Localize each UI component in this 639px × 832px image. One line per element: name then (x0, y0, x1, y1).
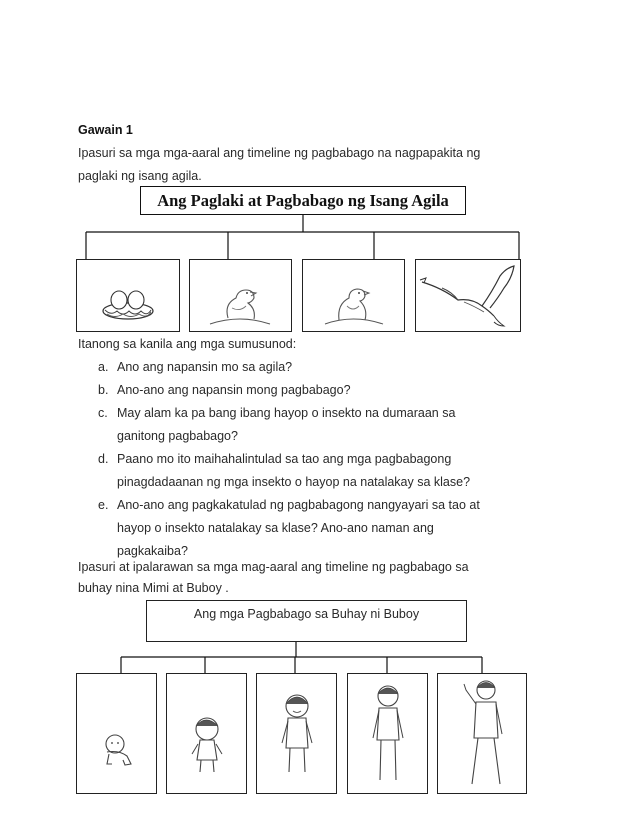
intro-line-2: paglaki ng isang agila. (78, 169, 202, 183)
stage-adult-eagle (415, 259, 521, 332)
question-d-line-1: Paano mo ito maihahalintulad sa tao ang mga pagbabagong (117, 452, 452, 466)
eggs-in-nest-illustration (77, 260, 179, 331)
stage-toddler (166, 673, 247, 794)
stage-youth-waving (437, 673, 527, 794)
eaglet-illustration (190, 260, 291, 331)
older-child-illustration (348, 674, 427, 793)
closing-line-2: buhay nina Mimi at Buboy . (78, 581, 229, 595)
question-a-line-1: Ano ang napansin mo sa agila? (117, 360, 293, 374)
stage-older-child (347, 673, 428, 794)
baby-crawling-illustration (77, 674, 156, 793)
adult-eagle-illustration (416, 260, 520, 331)
question-e-marker: e. (98, 498, 109, 512)
youth-waving-illustration (438, 674, 526, 793)
stage-child (256, 673, 337, 794)
question-d-marker: d. (98, 452, 109, 466)
eagle-timeline-title: Ang Paglaki at Pagbabago ng Isang Agila (140, 186, 466, 215)
question-b-marker: b. (98, 383, 109, 397)
activity-heading: Gawain 1 (78, 123, 133, 137)
child-illustration (257, 674, 336, 793)
young-eagle-illustration (303, 260, 404, 331)
intro-line-1: Ipasuri sa mga mga-aaral ang timeline ng pagbabago na nagpapakita ng (78, 146, 481, 160)
questions-lead: Itanong sa kanila ang mga sumusunod: (78, 337, 297, 351)
stage-eaglet (189, 259, 292, 332)
buboy-timeline-title: Ang mga Pagbabago sa Buhay ni Buboy (146, 600, 467, 642)
question-e-line-2: hayop o insekto natalakay sa klase? Ano-ano naman ang (117, 521, 434, 535)
stage-baby-crawling (76, 673, 157, 794)
question-d-line-2: pinagdadaanan ng mga insekto o hayop na natalakay sa klase? (117, 475, 471, 489)
stage-young-eagle (302, 259, 405, 332)
question-c-marker: c. (98, 406, 108, 420)
question-b-line-1: Ano-ano ang napansin mong pagbabago? (117, 383, 351, 397)
closing-line-1: Ipasuri at ipalarawan sa mga mag-aaral ang timeline ng pagbabago sa (78, 560, 469, 574)
question-a-marker: a. (98, 360, 109, 374)
question-e-line-3: pagkakaiba? (117, 544, 188, 558)
question-e-line-1: Ano-ano ang pagkakatulad ng pagbabagong nangyayari sa tao at (117, 498, 480, 512)
stage-eggs-in-nest (76, 259, 180, 332)
toddler-illustration (167, 674, 246, 793)
question-c-line-2: ganitong pagbabago? (117, 429, 238, 443)
question-c-line-1: May alam ka pa bang ibang hayop o insekto na dumaraan sa (117, 406, 456, 420)
